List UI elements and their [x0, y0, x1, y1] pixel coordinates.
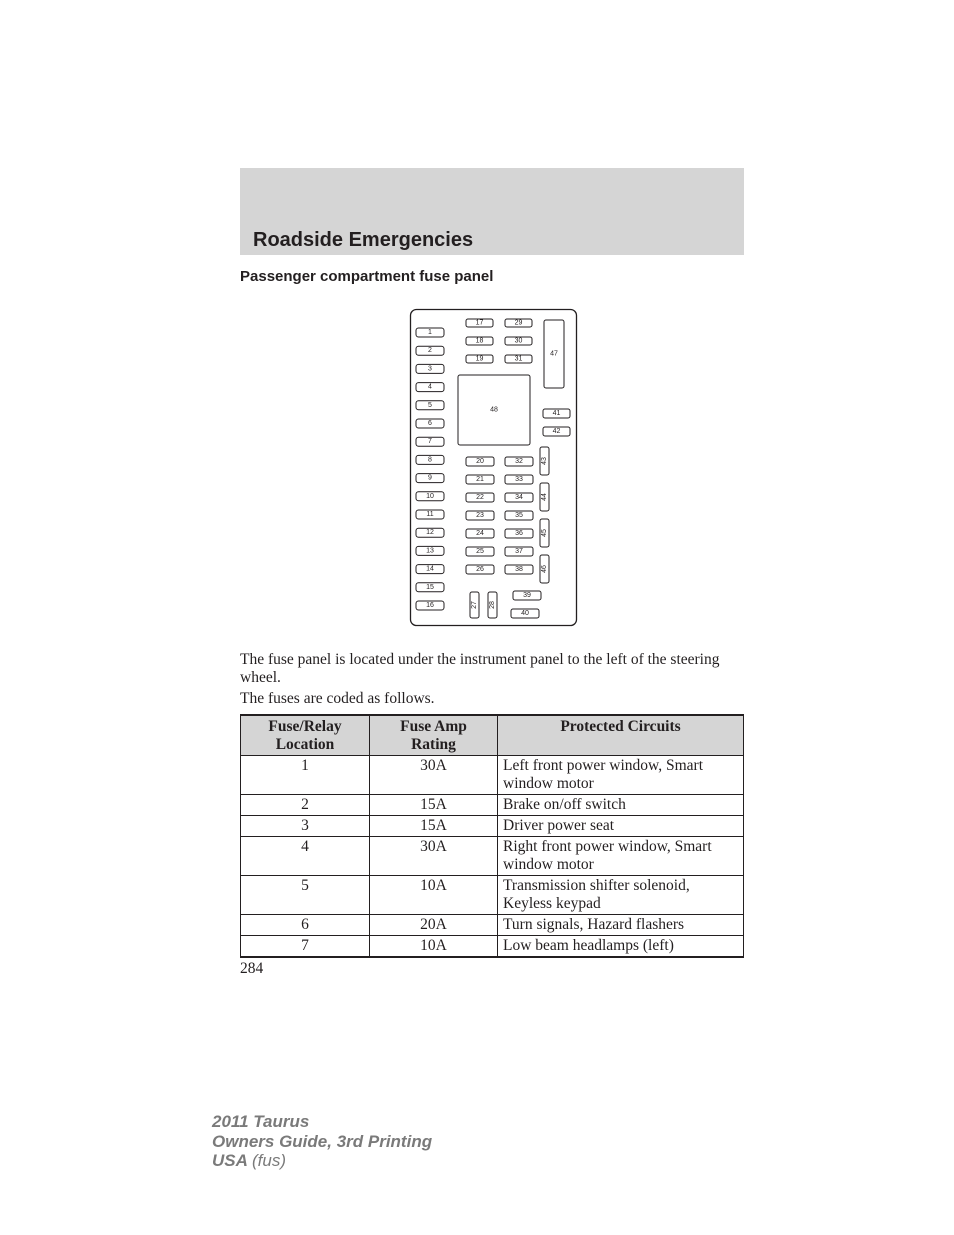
fuse-label-30: 30 [514, 337, 523, 345]
fuse-label-27: 27 [471, 601, 478, 609]
fuse-47 [544, 320, 564, 388]
fuse-17 [466, 319, 493, 327]
fuse-label-29: 29 [514, 319, 523, 327]
fuse-label-38: 38 [515, 566, 523, 573]
cell-location: 3 [241, 816, 370, 837]
fuse-label-31: 31 [514, 355, 523, 363]
fuse-9 [416, 474, 444, 483]
page-number: 284 [240, 960, 264, 977]
fuse-label-33: 33 [515, 476, 523, 483]
fuse-3 [416, 364, 444, 373]
table-row [241, 756, 744, 795]
fuse-25 [466, 547, 494, 556]
fuse-15 [416, 583, 444, 592]
footer-publication-info [212, 1112, 432, 1171]
header-rating-line1: Fuse Amp [400, 718, 467, 735]
cell-circuit: Turn signals, Hazard flashers [498, 915, 744, 936]
fuse-39 [513, 591, 541, 600]
coded-paragraph: The fuses are coded as follows. [240, 690, 435, 707]
fuse-label-23: 23 [476, 512, 484, 519]
cell-circuit: Brake on/off switch [498, 795, 744, 816]
footer-guide: Owners Guide, 3rd Printing [212, 1131, 433, 1151]
fuse-label-16: 16 [426, 602, 434, 609]
cell-rating: 20A [370, 915, 498, 936]
fuse-21 [466, 475, 494, 484]
fuse-6 [416, 419, 444, 428]
fuse-22 [466, 493, 494, 502]
fuse-label-17: 17 [475, 319, 484, 327]
fuse-34 [505, 493, 533, 502]
location-paragraph: The fuse panel is located under the instrument panel to the left of the steering wheel. [240, 651, 720, 686]
fuse-label-18: 18 [475, 337, 484, 345]
fuse-11 [416, 510, 444, 519]
fuse-label-35: 35 [515, 512, 523, 519]
fuse-44 [540, 483, 549, 511]
fuse-label-21: 21 [476, 476, 484, 483]
fuse-24 [466, 529, 494, 538]
section-title: Roadside Emergencies [253, 229, 474, 251]
fuse-19 [466, 355, 493, 363]
header-location-line1: Fuse/Relay [268, 718, 342, 735]
table-header-row [241, 715, 744, 756]
cell-rating: 10A [370, 936, 498, 958]
table-row [241, 795, 744, 816]
fuse-10 [416, 492, 444, 501]
fuse-8 [416, 455, 444, 464]
fuse-label-13: 13 [426, 547, 434, 555]
table-row [241, 816, 744, 837]
fuse-label-48: 48 [490, 406, 498, 414]
fuse-label-20: 20 [476, 458, 484, 465]
fuse-7 [416, 437, 444, 446]
fuse-29 [505, 319, 532, 327]
header-location-line2: Location [275, 736, 335, 753]
cell-location: 1 [241, 756, 370, 795]
fuse-label-46: 46 [541, 565, 548, 573]
fuse-label-26: 26 [476, 566, 484, 573]
fuse-35 [505, 511, 533, 520]
fuse-label-1: 1 [428, 329, 432, 336]
fuse-label-22: 22 [476, 494, 484, 501]
fuse-label-37: 37 [515, 548, 523, 555]
fuse-37 [505, 547, 533, 556]
footer-region [212, 1151, 432, 1171]
fuse-label-9: 9 [428, 474, 432, 482]
fuse-label-42: 42 [552, 428, 561, 435]
cell-circuit: Driver power seat [498, 816, 744, 837]
fuse-label-3: 3 [428, 365, 432, 373]
header-location [241, 715, 370, 756]
fuse-label-6: 6 [428, 420, 432, 427]
cell-location: 5 [241, 876, 370, 915]
cell-rating: 10A [370, 876, 498, 915]
cell-rating: 15A [370, 795, 498, 816]
fuse-label-39: 39 [523, 592, 531, 599]
fuse-4 [416, 383, 444, 392]
fuse-label-19: 19 [475, 355, 484, 363]
footer-region-code: (fus) [252, 1151, 286, 1170]
fuse-31 [505, 355, 532, 363]
cell-rating: 15A [370, 816, 498, 837]
fuse-label-5: 5 [428, 401, 432, 409]
fuse-label-15: 15 [426, 583, 434, 591]
fuse-38 [505, 565, 533, 574]
fuse-table [240, 714, 744, 958]
fuse-16 [416, 601, 444, 610]
fuse-label-24: 24 [476, 530, 484, 537]
fuse-48 [458, 375, 530, 445]
fuse-13 [416, 546, 444, 555]
fuse-18 [466, 337, 493, 345]
fuse-panel-diagram [409, 308, 579, 628]
fuse-14 [416, 565, 444, 574]
fuse-27 [470, 592, 479, 618]
fuse-23 [466, 511, 494, 520]
fuse-label-28: 28 [489, 601, 496, 609]
fuse-45 [540, 519, 549, 547]
fuse-28 [488, 592, 497, 618]
fuse-label-41: 41 [552, 410, 561, 417]
fuse-label-40: 40 [521, 610, 529, 617]
footer-region-main: USA [212, 1151, 248, 1170]
cell-circuit: Right front power window, Smart window motor [498, 837, 744, 876]
fuse-label-43: 43 [541, 457, 548, 465]
fuse-36 [505, 529, 533, 538]
fuse-panel-svg [409, 308, 579, 628]
cell-rating: 30A [370, 756, 498, 795]
footer-model: 2011 Taurus [212, 1112, 310, 1131]
fuse-label-8: 8 [428, 456, 432, 464]
fuse-42 [543, 427, 570, 436]
fuse-26 [466, 565, 494, 574]
cell-rating: 30A [370, 837, 498, 876]
fuse-label-25: 25 [476, 548, 484, 555]
fuse-label-47: 47 [550, 350, 558, 358]
fuse-label-2: 2 [428, 347, 432, 355]
table-row [241, 915, 744, 936]
fuse-2 [416, 346, 444, 355]
fuse-5 [416, 401, 444, 410]
fuse-label-7: 7 [428, 438, 432, 446]
fuse-12 [416, 528, 444, 537]
cell-circuit: Transmission shifter solenoid, Keyless keypad [498, 876, 744, 915]
fuse-label-44: 44 [541, 493, 548, 501]
fuse-label-36: 36 [515, 530, 523, 537]
table-row [241, 876, 744, 915]
fuse-1 [416, 328, 444, 337]
fuse-30 [505, 337, 532, 345]
fuse-46 [540, 555, 549, 583]
cell-location: 2 [241, 795, 370, 816]
cell-circuit: Low beam headlamps (left) [498, 936, 744, 958]
table-row [241, 936, 744, 958]
header-rating [370, 715, 498, 756]
fuse-33 [505, 475, 533, 484]
header-circuits: Protected Circuits [498, 715, 744, 756]
fuse-label-45: 45 [541, 529, 548, 537]
table-row [241, 837, 744, 876]
cell-location: 4 [241, 837, 370, 876]
fuse-40 [511, 609, 539, 618]
fuse-41 [543, 409, 570, 418]
fuse-32 [505, 457, 533, 466]
fuse-label-32: 32 [515, 458, 523, 465]
subsection-title: Passenger compartment fuse panel [240, 268, 494, 285]
fuse-43 [540, 447, 549, 475]
cell-location: 7 [241, 936, 370, 958]
cell-location: 6 [241, 915, 370, 936]
fuse-label-4: 4 [428, 383, 432, 391]
fuse-label-11: 11 [426, 511, 434, 518]
fuse-label-10: 10 [426, 492, 434, 500]
fuse-label-14: 14 [426, 565, 434, 573]
header-rating-line2: Rating [411, 736, 456, 753]
fuse-20 [466, 457, 494, 466]
cell-circuit: Left front power window, Smart window motor [498, 756, 744, 795]
fuse-label-34: 34 [515, 494, 523, 501]
fuse-label-12: 12 [426, 529, 434, 537]
